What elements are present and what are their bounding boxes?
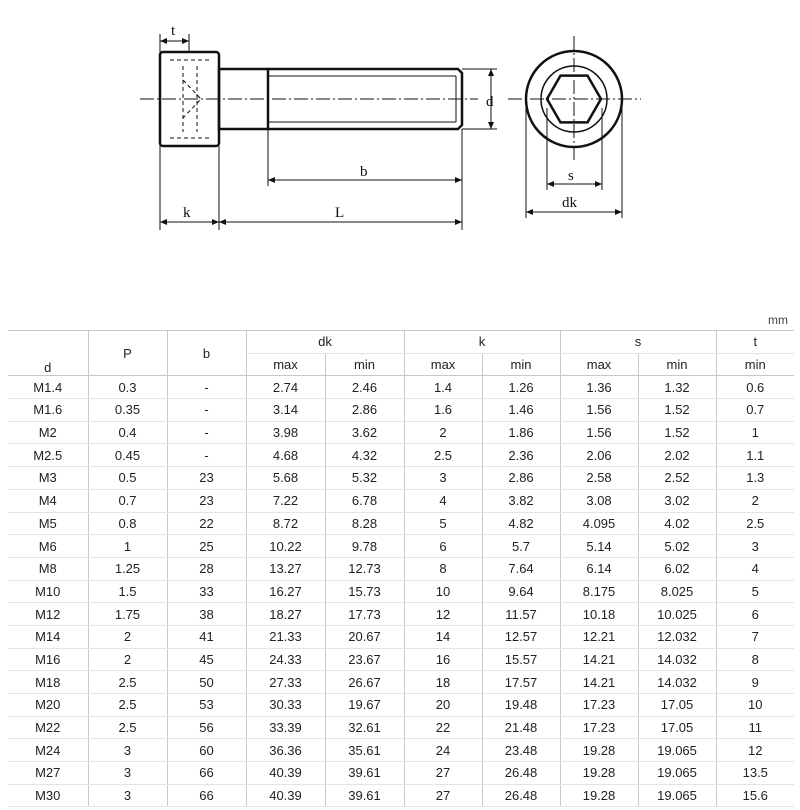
cell-s-min: 8.025	[638, 580, 716, 603]
cell-k-max: 12	[404, 603, 482, 626]
cell-t-min: 12	[716, 739, 794, 762]
cell-s-min: 1.32	[638, 376, 716, 399]
cell-d: M10	[8, 580, 88, 603]
cell-b: -	[167, 421, 246, 444]
cell-dk-min: 20.67	[325, 625, 404, 648]
cell-s-min: 19.065	[638, 762, 716, 785]
cell-dk-min: 17.73	[325, 603, 404, 626]
table-row	[8, 625, 794, 648]
cell-k-min: 3.82	[482, 489, 560, 512]
table-row	[8, 535, 794, 558]
cell-s-max: 19.28	[560, 784, 638, 807]
cell-dk-max: 3.14	[246, 399, 325, 422]
cell-dk-min: 6.78	[325, 489, 404, 512]
cell-dk-min: 32.61	[325, 716, 404, 739]
cell-k-max: 1.6	[404, 399, 482, 422]
header-dk-min: min	[325, 353, 404, 376]
cell-b: 53	[167, 694, 246, 717]
dimension-table	[8, 330, 794, 807]
cell-b: 45	[167, 648, 246, 671]
cell-p: 2	[88, 648, 167, 671]
cell-s-max: 4.095	[560, 512, 638, 535]
cell-k-min: 1.86	[482, 421, 560, 444]
cell-s-max: 14.21	[560, 671, 638, 694]
cell-t-min: 1	[716, 421, 794, 444]
label-b: b	[360, 164, 368, 180]
table-row	[8, 762, 794, 785]
label-t: t	[171, 23, 176, 39]
cell-k-min: 26.48	[482, 784, 560, 807]
cell-s-min: 5.02	[638, 535, 716, 558]
cell-t-min: 13.5	[716, 762, 794, 785]
cell-k-min: 15.57	[482, 648, 560, 671]
table-row	[8, 648, 794, 671]
cell-s-max: 10.18	[560, 603, 638, 626]
header-dk-max: max	[246, 353, 325, 376]
cell-dk-max: 36.36	[246, 739, 325, 762]
cell-s-max: 2.06	[560, 444, 638, 467]
table-row	[8, 557, 794, 580]
cell-b: 23	[167, 489, 246, 512]
cell-k-min: 1.26	[482, 376, 560, 399]
cell-k-min: 19.48	[482, 694, 560, 717]
cell-dk-max: 10.22	[246, 535, 325, 558]
cell-s-min: 3.02	[638, 489, 716, 512]
header-t-min: min	[716, 353, 794, 376]
cell-k-min: 12.57	[482, 625, 560, 648]
cell-dk-max: 40.39	[246, 762, 325, 785]
cell-b: 23	[167, 467, 246, 490]
cell-dk-max: 33.39	[246, 716, 325, 739]
cell-p: 1	[88, 535, 167, 558]
header-b: b	[167, 331, 246, 376]
cell-d: M20	[8, 694, 88, 717]
header-k-min: min	[482, 353, 560, 376]
cell-p: 0.5	[88, 467, 167, 490]
cell-k-max: 4	[404, 489, 482, 512]
table-row	[8, 512, 794, 535]
cell-k-min: 4.82	[482, 512, 560, 535]
cell-p: 3	[88, 784, 167, 807]
cell-b: 66	[167, 762, 246, 785]
cell-d: M5	[8, 512, 88, 535]
cell-dk-min: 35.61	[325, 739, 404, 762]
cell-b: -	[167, 376, 246, 399]
cell-b: 33	[167, 580, 246, 603]
cell-k-max: 18	[404, 671, 482, 694]
label-k: k	[183, 205, 191, 221]
cell-k-min: 1.46	[482, 399, 560, 422]
cell-p: 0.8	[88, 512, 167, 535]
cell-k-max: 2	[404, 421, 482, 444]
cell-dk-min: 9.78	[325, 535, 404, 558]
cell-p: 0.45	[88, 444, 167, 467]
cell-b: 50	[167, 671, 246, 694]
table-row	[8, 694, 794, 717]
cell-t-min: 6	[716, 603, 794, 626]
table-row	[8, 580, 794, 603]
cell-t-min: 0.6	[716, 376, 794, 399]
cell-d: M18	[8, 671, 88, 694]
cell-d: M1.4	[8, 376, 88, 399]
cell-b: 60	[167, 739, 246, 762]
cell-s-max: 12.21	[560, 625, 638, 648]
cell-t-min: 8	[716, 648, 794, 671]
cell-s-min: 17.05	[638, 716, 716, 739]
cell-k-min: 5.7	[482, 535, 560, 558]
cell-dk-max: 27.33	[246, 671, 325, 694]
cell-dk-max: 24.33	[246, 648, 325, 671]
cell-s-max: 17.23	[560, 694, 638, 717]
label-d: d	[486, 94, 494, 110]
cell-d: M1.6	[8, 399, 88, 422]
cell-s-max: 17.23	[560, 716, 638, 739]
cell-t-min: 10	[716, 694, 794, 717]
cell-t-min: 2.5	[716, 512, 794, 535]
cell-s-min: 14.032	[638, 671, 716, 694]
cell-b: 28	[167, 557, 246, 580]
cell-t-min: 11	[716, 716, 794, 739]
cell-k-min: 2.36	[482, 444, 560, 467]
cell-dk-min: 3.62	[325, 421, 404, 444]
cell-dk-min: 26.67	[325, 671, 404, 694]
header-p: P	[88, 331, 167, 376]
cell-k-max: 5	[404, 512, 482, 535]
header-t: t	[716, 331, 794, 354]
cell-dk-max: 18.27	[246, 603, 325, 626]
cell-s-min: 14.032	[638, 648, 716, 671]
header-s-min: min	[638, 353, 716, 376]
cell-d: M2	[8, 421, 88, 444]
cell-k-max: 8	[404, 557, 482, 580]
cell-dk-min: 4.32	[325, 444, 404, 467]
cell-k-max: 14	[404, 625, 482, 648]
cell-dk-min: 15.73	[325, 580, 404, 603]
cell-k-max: 27	[404, 762, 482, 785]
table-row	[8, 716, 794, 739]
cell-p: 3	[88, 739, 167, 762]
cell-b: -	[167, 444, 246, 467]
cell-dk-min: 19.67	[325, 694, 404, 717]
cell-dk-max: 3.98	[246, 421, 325, 444]
cell-dk-max: 5.68	[246, 467, 325, 490]
cell-s-max: 19.28	[560, 739, 638, 762]
cell-s-max: 1.36	[560, 376, 638, 399]
cell-p: 1.25	[88, 557, 167, 580]
label-dk: dk	[562, 195, 577, 211]
table-body	[8, 376, 794, 807]
cell-k-min: 11.57	[482, 603, 560, 626]
cell-s-min: 17.05	[638, 694, 716, 717]
cell-k-max: 3	[404, 467, 482, 490]
cell-s-max: 14.21	[560, 648, 638, 671]
table-row	[8, 739, 794, 762]
cell-b: 41	[167, 625, 246, 648]
cell-p: 2.5	[88, 671, 167, 694]
cell-p: 2.5	[88, 716, 167, 739]
cell-dk-max: 8.72	[246, 512, 325, 535]
cell-k-min: 21.48	[482, 716, 560, 739]
cell-b: 25	[167, 535, 246, 558]
cell-p: 0.35	[88, 399, 167, 422]
cell-s-min: 1.52	[638, 421, 716, 444]
cell-t-min: 7	[716, 625, 794, 648]
cell-k-max: 24	[404, 739, 482, 762]
cell-dk-min: 2.86	[325, 399, 404, 422]
cell-dk-min: 39.61	[325, 784, 404, 807]
cell-s-min: 4.02	[638, 512, 716, 535]
cell-p: 0.4	[88, 421, 167, 444]
cell-t-min: 2	[716, 489, 794, 512]
cell-s-max: 1.56	[560, 399, 638, 422]
cell-d: M6	[8, 535, 88, 558]
cell-k-max: 6	[404, 535, 482, 558]
cell-t-min: 15.6	[716, 784, 794, 807]
cell-t-min: 4	[716, 557, 794, 580]
cell-d: M3	[8, 467, 88, 490]
cell-dk-min: 8.28	[325, 512, 404, 535]
cell-p: 3	[88, 762, 167, 785]
cell-p: 0.3	[88, 376, 167, 399]
cell-s-min: 12.032	[638, 625, 716, 648]
cell-p: 2	[88, 625, 167, 648]
label-s: s	[568, 168, 574, 184]
cell-k-max: 1.4	[404, 376, 482, 399]
cell-p: 1.5	[88, 580, 167, 603]
cell-s-min: 19.065	[638, 739, 716, 762]
cell-d: M30	[8, 784, 88, 807]
cell-s-min: 19.065	[638, 784, 716, 807]
header-d: d	[8, 331, 88, 376]
cell-k-max: 10	[404, 580, 482, 603]
header-dk: dk	[246, 331, 404, 354]
cell-b: 22	[167, 512, 246, 535]
cell-s-max: 19.28	[560, 762, 638, 785]
extension-lines	[160, 34, 622, 230]
cell-s-max: 3.08	[560, 489, 638, 512]
table-row	[8, 784, 794, 807]
cell-k-max: 2.5	[404, 444, 482, 467]
cell-dk-max: 4.68	[246, 444, 325, 467]
cell-s-max: 5.14	[560, 535, 638, 558]
table-row	[8, 399, 794, 422]
table-header	[8, 331, 794, 376]
cell-d: M12	[8, 603, 88, 626]
table-unit: mm	[768, 313, 788, 327]
cell-s-min: 6.02	[638, 557, 716, 580]
cell-dk-min: 2.46	[325, 376, 404, 399]
table-row	[8, 489, 794, 512]
cell-k-max: 20	[404, 694, 482, 717]
cell-dk-max: 7.22	[246, 489, 325, 512]
cell-s-min: 10.025	[638, 603, 716, 626]
cell-k-min: 2.86	[482, 467, 560, 490]
cell-k-min: 26.48	[482, 762, 560, 785]
cell-b: 66	[167, 784, 246, 807]
cell-d: M27	[8, 762, 88, 785]
cell-t-min: 1.1	[716, 444, 794, 467]
cell-d: M22	[8, 716, 88, 739]
table-row	[8, 671, 794, 694]
cell-d: M24	[8, 739, 88, 762]
cell-k-min: 23.48	[482, 739, 560, 762]
cell-b: 56	[167, 716, 246, 739]
socket-head-cap-screw-drawing	[0, 0, 800, 300]
cell-d: M4	[8, 489, 88, 512]
header-s: s	[560, 331, 716, 354]
table-row	[8, 467, 794, 490]
cell-s-min: 2.52	[638, 467, 716, 490]
cell-d: M2.5	[8, 444, 88, 467]
cell-k-max: 22	[404, 716, 482, 739]
table-row	[8, 421, 794, 444]
cell-dk-min: 39.61	[325, 762, 404, 785]
cell-t-min: 5	[716, 580, 794, 603]
cell-s-min: 2.02	[638, 444, 716, 467]
cell-s-max: 6.14	[560, 557, 638, 580]
cell-dk-max: 21.33	[246, 625, 325, 648]
cell-k-max: 16	[404, 648, 482, 671]
cell-dk-max: 2.74	[246, 376, 325, 399]
cell-s-max: 2.58	[560, 467, 638, 490]
cell-dk-max: 13.27	[246, 557, 325, 580]
cell-dk-min: 12.73	[325, 557, 404, 580]
cell-t-min: 3	[716, 535, 794, 558]
cell-d: M8	[8, 557, 88, 580]
cell-s-min: 1.52	[638, 399, 716, 422]
header-s-max: max	[560, 353, 638, 376]
cell-p: 2.5	[88, 694, 167, 717]
header-k-max: max	[404, 353, 482, 376]
cell-p: 0.7	[88, 489, 167, 512]
cell-dk-min: 23.67	[325, 648, 404, 671]
cell-b: -	[167, 399, 246, 422]
cell-b: 38	[167, 603, 246, 626]
cell-k-min: 17.57	[482, 671, 560, 694]
cell-k-max: 27	[404, 784, 482, 807]
table-row	[8, 376, 794, 399]
cell-d: M16	[8, 648, 88, 671]
cell-p: 1.75	[88, 603, 167, 626]
header-k: k	[404, 331, 560, 354]
cell-dk-max: 16.27	[246, 580, 325, 603]
label-L: L	[335, 205, 345, 221]
cell-s-max: 1.56	[560, 421, 638, 444]
cell-d: M14	[8, 625, 88, 648]
cell-t-min: 9	[716, 671, 794, 694]
table-row	[8, 444, 794, 467]
cell-t-min: 0.7	[716, 399, 794, 422]
cell-dk-min: 5.32	[325, 467, 404, 490]
cell-dk-max: 30.33	[246, 694, 325, 717]
cell-s-max: 8.175	[560, 580, 638, 603]
center-lines	[140, 36, 641, 162]
cell-k-min: 7.64	[482, 557, 560, 580]
cell-k-min: 9.64	[482, 580, 560, 603]
cell-t-min: 1.3	[716, 467, 794, 490]
cell-dk-max: 40.39	[246, 784, 325, 807]
table-row	[8, 603, 794, 626]
